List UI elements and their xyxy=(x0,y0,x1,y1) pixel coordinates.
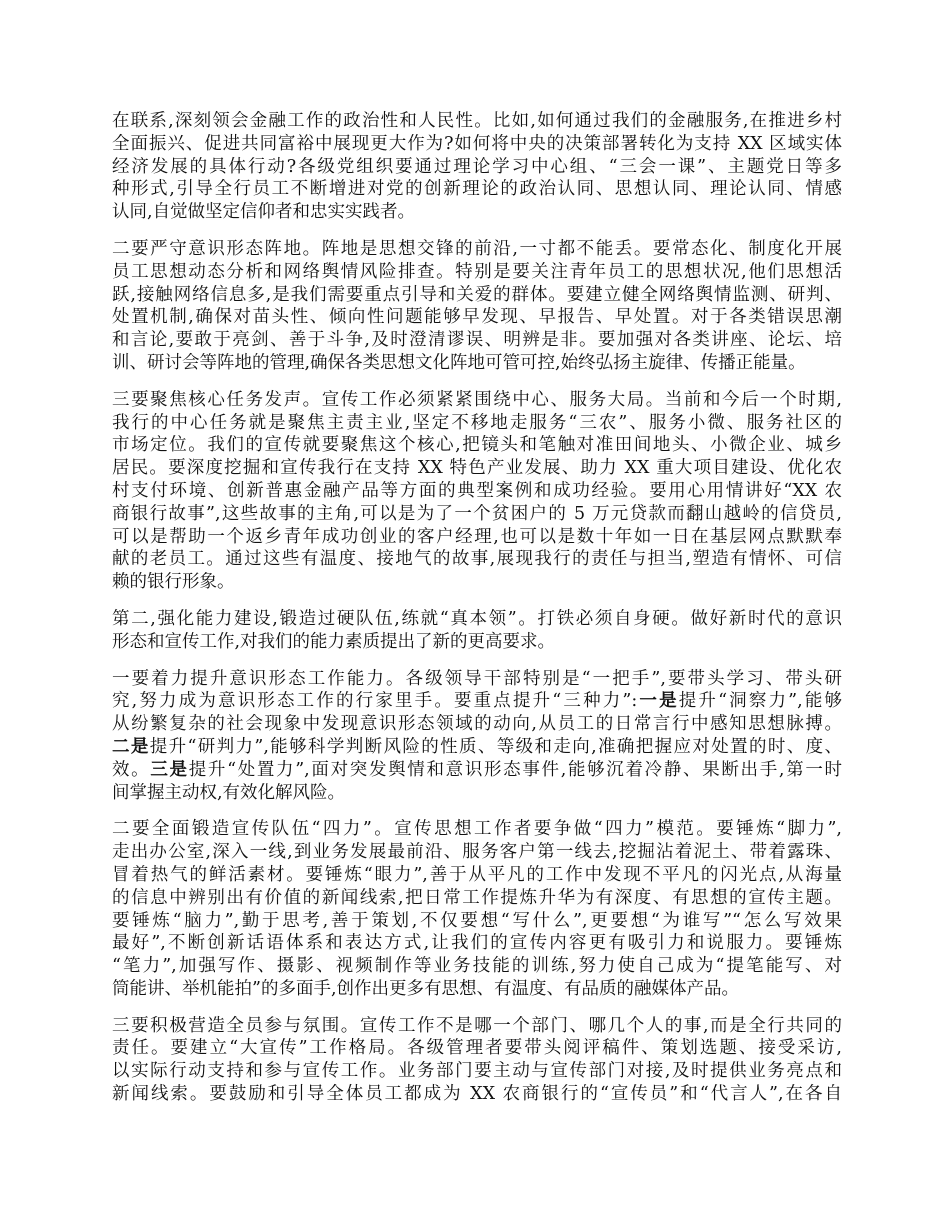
text-line: 可以是帮助一个返乡青年成功创业的客户经理,也可以是数十年如一日在基层网点默默奉 xyxy=(112,526,842,547)
text-line: 跃,接触网络信息多,是我们需要重点引导和关爱的群体。要建立健全网络舆情监测、研判、 xyxy=(112,284,842,305)
text-segment: 提升“处置力”,面对突发舆情和意识形态事件,能够沉着冷静、果断出手,第一时 xyxy=(188,759,842,780)
text-line: 种形式,引导全行员工不断增进对党的创新理论的政治认同、思想认同、理论认同、情感 xyxy=(112,179,842,200)
text-line: 新闻线索。要鼓励和引导全体员工都成为 XX 农商银行的“宣传员”和“代言人”,在各自 xyxy=(112,1084,842,1105)
paragraph-3 xyxy=(112,389,842,594)
bold-label: 二是 xyxy=(112,736,150,757)
text-line: 筒能讲、举机能拍”的多面手,创作出更多有思想、有温度、有品质的融媒体产品。 xyxy=(112,978,740,999)
text-line: 走出办公室,深入一线,到业务发展最前沿、服务客户第一线去,挖掘沾着泥土、带着露珠、 xyxy=(112,842,842,863)
text-line: 三要积极营造全员参与氛围。宣传工作不是哪一个部门、哪几个人的事,而是全行共同的 xyxy=(112,1015,842,1036)
text-line: 间掌握主动权,有效化解风险。 xyxy=(112,782,346,803)
text-line: 要锤炼“脑力”,勤于思考,善于策划,不仅要想“写什么”,更要想“为谁写”“怎么写效果 xyxy=(112,910,842,931)
paragraph-5 xyxy=(112,668,842,805)
text-line-rich xyxy=(112,736,842,759)
text-line: 我行的中心任务就是聚焦主责主业,坚定不移地走服务“三农”、服务小微、服务社区的 xyxy=(112,412,842,433)
text-line: 献的老员工。通过这些有温度、接地气的故事,展现我行的责任与担当,塑造有情怀、可信 xyxy=(112,549,842,570)
paragraph-2 xyxy=(112,238,842,375)
text-line: 居民。要深度挖掘和宣传我行在支持 XX 特色产业发展、助力 XX 重大项目建设、优化农 xyxy=(112,458,842,479)
text-line: 员工思想动态分析和网络舆情风险排查。特别是要关注青年员工的思想状况,他们思想活 xyxy=(112,261,842,282)
text-line-rich xyxy=(112,690,842,713)
document-page xyxy=(112,110,842,1120)
text-line: 形态和宣传工作,对我们的能力素质提出了新的更高要求。 xyxy=(112,631,556,652)
text-line: 冒着热气的鲜活素材。要锤炼“眼力”,善于从平凡的工作中发现不平凡的闪光点,从海量 xyxy=(112,864,842,885)
text-line: 村支付环境、创新普惠金融产品等方面的典型案例和成功经验。要用心用情讲好“XX 农 xyxy=(112,480,842,501)
text-line: 最好”,不断创新话语体系和表达方式,让我们的宣传内容更有吸引力和说服力。要锤炼 xyxy=(112,933,842,954)
text-line: 在联系,深刻领会金融工作的政治性和人民性。比如,如何通过我们的金融服务,在推进乡村 xyxy=(112,111,842,131)
text-line: 认同,自觉做坚定信仰者和忠实实践者。 xyxy=(112,202,416,223)
text-line: 从纷繁复杂的社会现象中发现意识形态领域的动向,从员工的日常言行中感知思想脉搏。 xyxy=(112,714,842,735)
text-line: 经济发展的具体行动?各级党组织要通过理论学习中心组、“三会一课”、主题党日等多 xyxy=(112,156,842,177)
text-line: 以实际行动支持和参与宣传工作。业务部门要主动与宣传部门对接,及时提供业务亮点和 xyxy=(112,1061,842,1082)
text-line: 处置机制,确保对苗头性、倾向性问题能够早发现、早报告、早处置。对于各类错误思潮 xyxy=(112,307,842,328)
text-line: 二要全面锻造宣传队伍“四力”。宣传思想工作者要争做“四力”模范。要锤炼“脚力”, xyxy=(112,819,842,840)
text-line: 三要聚焦核心任务发声。宣传工作必须紧紧围绕中心、服务大局。当前和今后一个时期, xyxy=(112,389,842,410)
text-line: 全面振兴、促进共同富裕中展现更大作为?如何将中央的决策部署转化为支持 XX 区域实体 xyxy=(112,133,842,154)
text-segment: 提升“研判力”,能够科学判断风险的性质、等级和走向,准确把握应对处置的时、度、 xyxy=(149,736,842,757)
text-line: 商银行故事”,这些故事的主角,可以是为了一个贫困户的 5 万元贷款而翻山越岭的信贷员, xyxy=(112,503,842,524)
text-line-rich xyxy=(112,759,842,782)
text-line: 市场定位。我们的宣传就要聚焦这个核心,把镜头和笔触对准田间地头、小微企业、城乡 xyxy=(112,435,842,456)
paragraph-7 xyxy=(112,1015,842,1106)
text-line: 的信息中辨别出有价值的新闻线索,把日常工作提炼升华为有深度、有思想的宣传主题。 xyxy=(112,887,842,908)
text-line: 赖的银行形象。 xyxy=(112,572,235,593)
text-line: “笔力”,加强写作、摄影、视频制作等业务技能的训练,努力使自己成为“提笔能写、对 xyxy=(112,956,842,977)
paragraph-6 xyxy=(112,818,842,1000)
bold-label: 一是 xyxy=(637,691,679,712)
text-line: 和言论,要敢于亮剑、善于斗争,及时澄清谬误、明辨是非。要加强对各类讲座、论坛、培 xyxy=(112,330,842,351)
text-line: 第二,强化能力建设,锻造过硬队伍,练就“真本领”。打铁必须自身硬。做好新时代的意识 xyxy=(112,608,842,629)
bold-label: 三是 xyxy=(150,759,189,780)
text-line: 责任。要建立“大宣传”工作格局。各级管理者要带头阅评稿件、策划选题、接受采访, xyxy=(112,1038,842,1059)
text-segment: 究,努力成为意识形态工作的行家里手。要重点提升“三种力”: xyxy=(112,691,638,712)
paragraph-4 xyxy=(112,608,842,654)
text-segment: 提升“洞察力”,能够 xyxy=(678,691,843,712)
paragraph-1 xyxy=(112,110,842,224)
text-line: 二要严守意识形态阵地。阵地是思想交锋的前沿,一寸都不能丢。要常态化、制度化开展 xyxy=(112,238,842,259)
text-line: 训、研讨会等阵地的管理,确保各类思想文化阵地可管可控,始终弘扬主旋律、传播正能量。 xyxy=(112,352,806,373)
text-line: 一要着力提升意识形态工作能力。各级领导干部特别是“一把手”,要带头学习、带头研 xyxy=(112,668,842,689)
text-segment: 效。 xyxy=(112,759,151,780)
